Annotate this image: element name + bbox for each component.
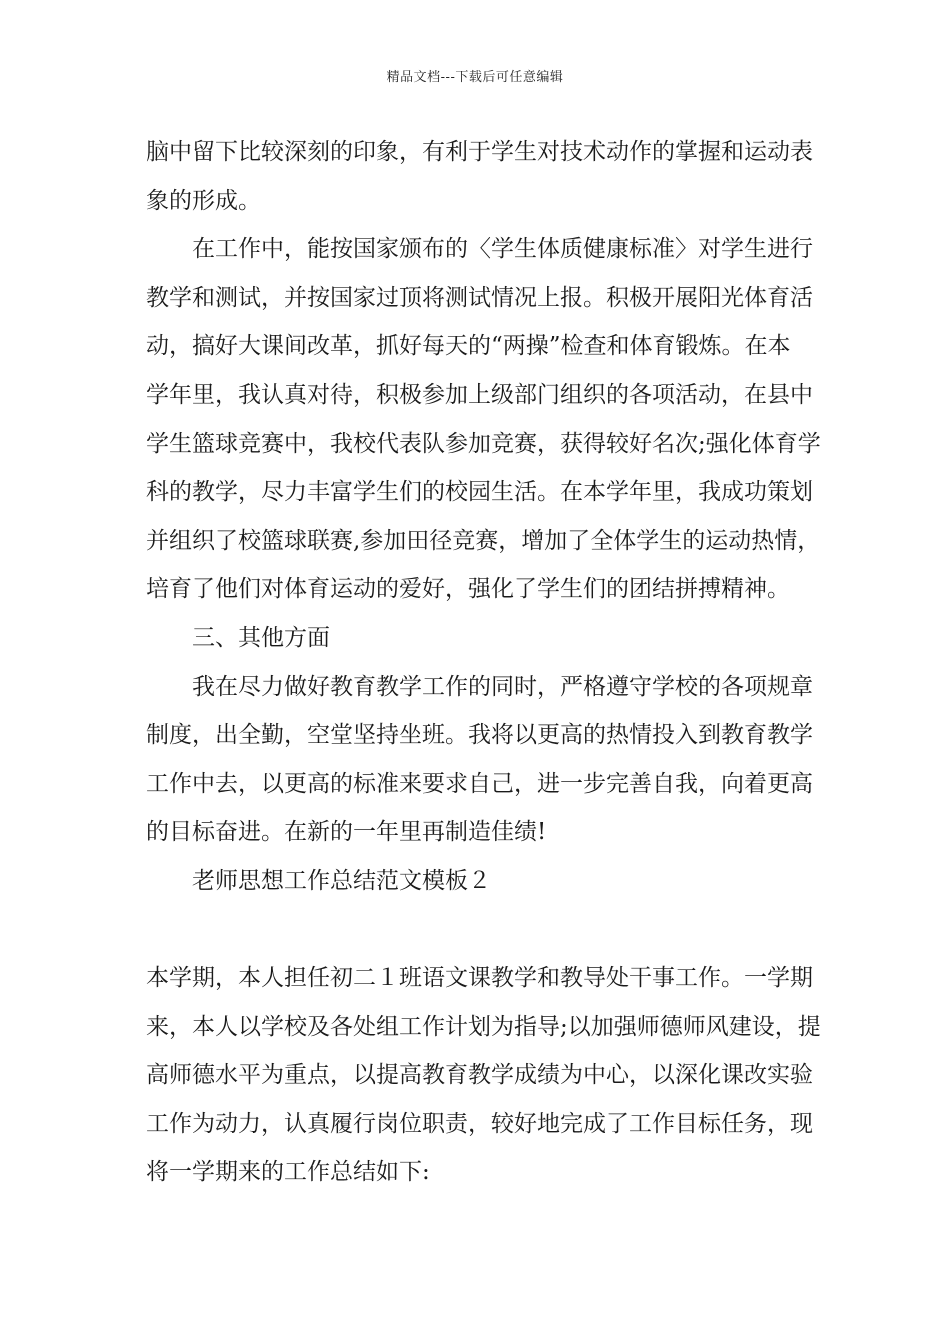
paragraph-continuation — [146, 128, 813, 225]
text-line: 学年里，我认真对待，积极参加上级部门组织的各项活动，在县中 — [146, 381, 813, 408]
text-line: 来，本人以学校及各处组工作计划为指导;以加强师德师风建设，提 — [146, 1013, 821, 1040]
text-line: 本学期，本人担任初二１班语文课教学和教导处干事工作。一学期 — [146, 965, 813, 992]
document-subtitle: 老师思想工作总结范文模板２ — [192, 867, 491, 894]
text-line: 我在尽力做好教育教学工作的同时，严格遵守学校的各项规章 — [192, 673, 813, 700]
text-line: 将一学期来的工作总结如下: — [146, 1159, 430, 1186]
document-body — [146, 128, 821, 1197]
text-line: 象的形成。 — [146, 187, 261, 214]
section-heading: 三、其他方面 — [192, 624, 330, 651]
text-line: 在工作中，能按国家颁布的〈学生体质健康标准〉对学生进行 — [192, 236, 813, 263]
text-line: 教学和测试，并按国家过顶将测试情况上报。积极开展阳光体育活 — [146, 284, 813, 311]
text-line: 工作为动力，认真履行岗位职责，较好地完成了工作目标任务，现 — [146, 1110, 813, 1137]
text-line: 科的教学，尽力丰富学生们的校园生活。在本学年里，我成功策划 — [146, 479, 813, 506]
text-line: 高师德水平为重点，以提高教育教学成绩为中心，以深化课改实验 — [146, 1062, 813, 1089]
text-line: 学生篮球竞赛中，我校代表队参加竞赛，获得较好名次;强化体育学 — [146, 430, 821, 457]
blank-line — [146, 906, 808, 955]
text-line: 制度，出全勤，空堂坚持坐班。我将以更高的热情投入到教育教学 — [146, 722, 813, 749]
text-line: 培育了他们对体育运动的爱好，强化了学生们的团结拼搏精神。 — [146, 576, 790, 603]
text-line: 的目标奋进。在新的一年里再制造佳绩! — [146, 819, 547, 846]
text-line: 并组织了校篮球联赛,参加田径竞赛，增加了全体学生的运动热情， — [146, 527, 821, 554]
paragraph-work — [146, 225, 821, 614]
text-line: 脑中留下比较深刻的印象，有利于学生对技术动作的掌握和运动表 — [146, 139, 813, 165]
text-line: 工作中去，以更高的标准来要求自己，进一步完善自我，向着更高 — [146, 770, 813, 797]
paragraph-other — [146, 663, 813, 857]
text-line: 动，搞好大课间改革，抓好每天的“两操”检查和体育锻炼。在本 — [146, 333, 791, 360]
page-header: 精品文档---下载后可任意编辑 — [386, 70, 564, 85]
paragraph-semester — [146, 954, 821, 1197]
